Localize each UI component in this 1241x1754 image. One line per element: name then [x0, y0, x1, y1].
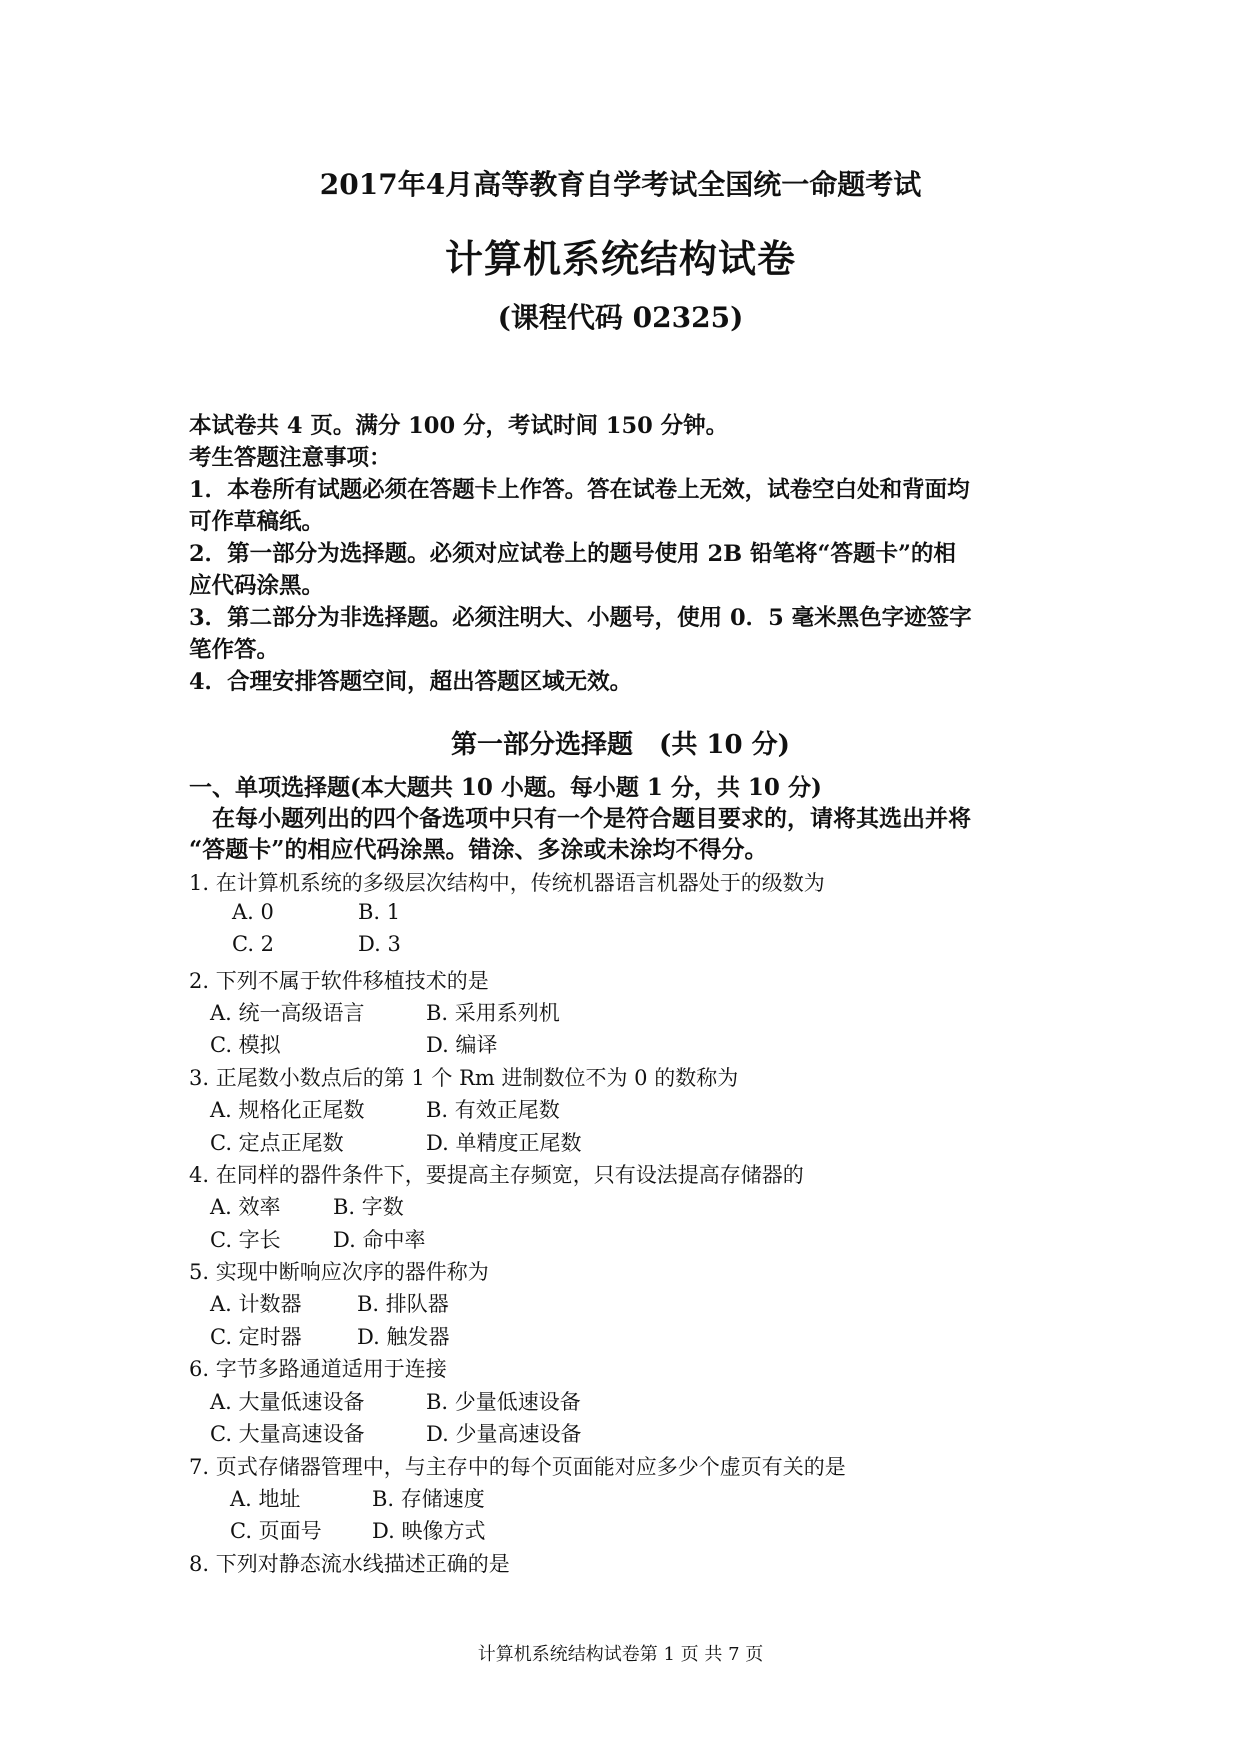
page-footer: 计算机系统结构试卷第 1 页 共 7 页 — [477, 1644, 764, 1665]
option-c: C. 定点正尾数 — [210, 1131, 344, 1155]
option-a: A. 0 — [232, 900, 274, 924]
question-stem: 6. 字节多路通道适用于连接 — [189, 1357, 447, 1381]
option-b: B. 存储速度 — [372, 1487, 485, 1511]
question-stem: 1. 在计算机系统的多级层次结构中，传统机器语言机器处于的级数为 — [189, 871, 825, 895]
option-d: D. 3 — [358, 932, 401, 956]
option-c: C. 字长 — [210, 1228, 281, 1252]
question-stem: 4. 在同样的器件条件下，要提高主存频宽，只有设法提高存储器的 — [189, 1163, 804, 1187]
option-d: D. 触发器 — [357, 1325, 450, 1349]
notice-line: 本试卷共 4 页。满分 100 分，考试时间 150 分钟。 — [189, 413, 729, 439]
notice-item: 1．本卷所有试题必须在答题卡上作答。答在试卷上无效，试卷空白处和背面均 — [189, 477, 970, 503]
option-d: D. 命中率 — [333, 1228, 426, 1252]
part-title: 一、单项选择题(本大题共 10 小题。每小题 1 分，共 10 分) — [189, 774, 822, 801]
option-a: A. 统一高级语言 — [210, 1001, 365, 1025]
option-a: A. 效率 — [210, 1195, 281, 1219]
notice-item: 笔作答。 — [189, 637, 280, 663]
exam-title: 2017年4月高等教育自学考试全国统一命题考试 — [319, 168, 922, 201]
option-d: D. 编译 — [426, 1033, 498, 1057]
notice-item: 应代码涂黑。 — [189, 573, 325, 599]
notice-item: 2．第一部分为选择题。必须对应试卷上的题号使用 2B 铅笔将“答题卡”的相 — [189, 541, 956, 567]
option-b: B. 字数 — [333, 1195, 404, 1219]
notice-item: 可作草稿纸。 — [189, 509, 325, 535]
option-c: C. 页面号 — [230, 1519, 322, 1543]
option-a: A. 大量低速设备 — [210, 1390, 365, 1414]
question-stem: 5. 实现中断响应次序的器件称为 — [189, 1260, 489, 1284]
part-instruction: “答题卡”的相应代码涂黑。错涂、多涂或未涂均不得分。 — [189, 836, 768, 863]
option-c: C. 定时器 — [210, 1325, 302, 1349]
course-code: (课程代码 02325) — [497, 301, 744, 334]
option-b: B. 有效正尾数 — [426, 1098, 560, 1122]
option-a: A. 计数器 — [210, 1292, 302, 1316]
part-instruction: 在每小题列出的四个备选项中只有一个是符合题目要求的，请将其选出并将 — [189, 805, 971, 832]
option-d: D. 单精度正尾数 — [426, 1131, 582, 1155]
option-d: D. 映像方式 — [372, 1519, 486, 1543]
option-a: A. 地址 — [230, 1487, 301, 1511]
option-a: A. 规格化正尾数 — [210, 1098, 365, 1122]
question-stem: 7. 页式存储器管理中，与主存中的每个页面能对应多少个虚页有关的是 — [189, 1455, 846, 1479]
option-c: C. 2 — [232, 932, 275, 956]
question-stem: 2. 下列不属于软件移植技术的是 — [189, 969, 489, 993]
paper-title: 计算机系统结构试卷 — [444, 236, 796, 281]
option-c: C. 大量高速设备 — [210, 1422, 365, 1446]
notice-item: 4．合理安排答题空间，超出答题区域无效。 — [189, 669, 633, 695]
option-d: D. 少量高速设备 — [426, 1422, 582, 1446]
question-stem: 8. 下列对静态流水线描述正确的是 — [189, 1552, 510, 1576]
option-b: B. 采用系列机 — [426, 1001, 560, 1025]
section-title: 第一部分选择题 (共 10 分) — [451, 730, 790, 760]
option-b: B. 1 — [358, 900, 401, 924]
notice-line: 考生答题注意事项： — [189, 445, 392, 471]
option-b: B. 排队器 — [357, 1292, 449, 1316]
option-b: B. 少量低速设备 — [426, 1390, 581, 1414]
notice-item: 3．第二部分为非选择题。必须注明大、小题号，使用 0．5 毫米黑色字迹签字 — [189, 605, 972, 631]
question-stem: 3. 正尾数小数点后的第 1 个 Rm 进制数位不为 0 的数称为 — [189, 1066, 739, 1090]
option-c: C. 模拟 — [210, 1033, 281, 1057]
